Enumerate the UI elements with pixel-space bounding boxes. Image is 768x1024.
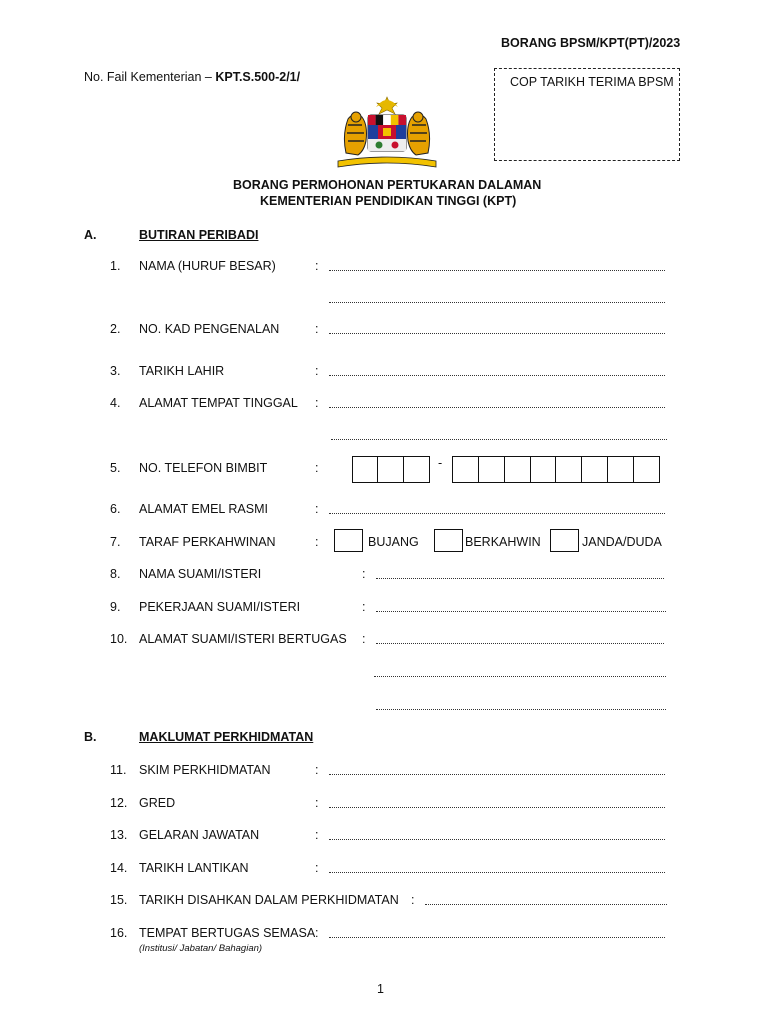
field-9-number: 9. bbox=[110, 600, 121, 614]
field-14-label: TARIKH LANTIKAN bbox=[139, 861, 249, 875]
married-option-label: BERKAHWIN bbox=[465, 535, 541, 549]
spouse-occupation-input-line[interactable] bbox=[376, 611, 666, 612]
field-13-number: 13. bbox=[110, 828, 128, 842]
field-9-colon: : bbox=[362, 600, 366, 614]
section-b-title: MAKLUMAT PERKHIDMATAN bbox=[139, 730, 314, 744]
field-3-number: 3. bbox=[110, 364, 121, 378]
ic-number-input-line[interactable] bbox=[329, 333, 665, 334]
field-15-colon: : bbox=[411, 893, 415, 907]
section-b-letter: B. bbox=[84, 730, 97, 744]
single-checkbox[interactable] bbox=[334, 529, 363, 552]
file-number-value: KPT.S.500-2/1/ bbox=[215, 70, 301, 84]
field-8-number: 8. bbox=[110, 567, 121, 581]
service-scheme-input-line[interactable] bbox=[329, 774, 665, 775]
phone-digit-box[interactable] bbox=[607, 456, 634, 483]
field-14-number: 14. bbox=[110, 861, 128, 875]
stamp-box-label: COP TARIKH TERIMA BPSM bbox=[510, 75, 674, 89]
field-9-label: PEKERJAAN SUAMI/ISTERI bbox=[139, 600, 301, 614]
field-8-label: NAMA SUAMI/ISTERI bbox=[139, 567, 262, 581]
field-10-colon: : bbox=[362, 632, 366, 646]
field-16-note: (Institusi/ Jabatan/ Bahagian) bbox=[139, 943, 263, 954]
field-7-number: 7. bbox=[110, 535, 121, 549]
field-6-number: 6. bbox=[110, 502, 121, 516]
field-3-colon: : bbox=[315, 364, 319, 378]
spouse-workplace-input-line-1[interactable] bbox=[376, 643, 664, 644]
form-title-line1: BORANG PERMOHONAN PERTUKARAN DALAMAN bbox=[233, 178, 542, 192]
field-13-colon: : bbox=[315, 828, 319, 842]
confirmation-date-input-line[interactable] bbox=[425, 904, 667, 905]
phone-digit-box[interactable] bbox=[403, 456, 430, 483]
field-1-label: NAMA (HURUF BESAR) bbox=[139, 259, 276, 273]
field-3-label: TARIKH LAHIR bbox=[139, 364, 225, 378]
field-7-label: TARAF PERKAHWINAN bbox=[139, 535, 276, 549]
field-6-label: ALAMAT EMEL RASMI bbox=[139, 502, 268, 516]
field-4-colon: : bbox=[315, 396, 319, 410]
file-number bbox=[84, 70, 300, 84]
phone-separator: - bbox=[438, 456, 443, 470]
spouse-workplace-input-line-2[interactable] bbox=[374, 676, 666, 677]
single-option-label: BUJANG bbox=[368, 535, 419, 549]
field-2-label: NO. KAD PENGENALAN bbox=[139, 322, 280, 336]
widowed-option-label: JANDA/DUDA bbox=[582, 535, 662, 549]
married-checkbox[interactable] bbox=[434, 529, 463, 552]
widowed-checkbox[interactable] bbox=[550, 529, 579, 552]
field-10-label: ALAMAT SUAMI/ISTERI BERTUGAS bbox=[139, 632, 347, 646]
field-13-label: GELARAN JAWATAN bbox=[139, 828, 260, 842]
field-6-colon: : bbox=[315, 502, 319, 516]
malaysia-coat-of-arms-icon bbox=[334, 95, 440, 169]
field-11-number: 11. bbox=[110, 763, 127, 777]
field-10-number: 10. bbox=[110, 632, 128, 646]
field-12-number: 12. bbox=[110, 796, 128, 810]
name-input-line-2[interactable] bbox=[329, 302, 665, 303]
phone-digit-box[interactable] bbox=[581, 456, 608, 483]
field-2-colon: : bbox=[315, 322, 319, 336]
field-5-number: 5. bbox=[110, 461, 121, 475]
stamp-box bbox=[494, 68, 680, 161]
field-12-label: GRED bbox=[139, 796, 176, 810]
official-email-input-line[interactable] bbox=[329, 513, 665, 514]
section-a-title: BUTIRAN PERIBADI bbox=[139, 228, 259, 242]
spouse-name-input-line[interactable] bbox=[376, 578, 664, 579]
field-12-colon: : bbox=[315, 796, 319, 810]
field-16-colon: : bbox=[315, 926, 319, 940]
field-2-number: 2. bbox=[110, 322, 121, 336]
grade-input-line[interactable] bbox=[329, 807, 665, 808]
field-1-colon: : bbox=[315, 259, 319, 273]
phone-digit-box[interactable] bbox=[530, 456, 556, 483]
field-8-colon: : bbox=[362, 567, 366, 581]
phone-digit-box[interactable] bbox=[352, 456, 378, 483]
field-5-colon: : bbox=[315, 461, 319, 475]
appointment-date-input-line[interactable] bbox=[329, 872, 665, 873]
spouse-workplace-input-line-3[interactable] bbox=[376, 709, 666, 710]
field-14-colon: : bbox=[315, 861, 319, 875]
field-4-number: 4. bbox=[110, 396, 121, 410]
field-15-number: 15. bbox=[110, 893, 128, 907]
current-workplace-input-line[interactable] bbox=[329, 937, 665, 938]
phone-digit-box[interactable] bbox=[452, 456, 479, 483]
field-4-label: ALAMAT TEMPAT TINGGAL bbox=[139, 396, 298, 410]
field-16-label: TEMPAT BERTUGAS SEMASA bbox=[139, 926, 316, 940]
birth-date-input-line[interactable] bbox=[329, 375, 665, 376]
section-a-letter: A. bbox=[84, 228, 97, 242]
field-11-colon: : bbox=[315, 763, 319, 777]
field-7-colon: : bbox=[315, 535, 319, 549]
phone-digit-box[interactable] bbox=[377, 456, 404, 483]
page-number: 1 bbox=[377, 982, 384, 996]
field-16-number: 16. bbox=[110, 926, 128, 940]
field-15-label: TARIKH DISAHKAN DALAM PERKHIDMATAN bbox=[139, 893, 399, 907]
phone-digit-box[interactable] bbox=[478, 456, 505, 483]
form-code: BORANG BPSM/KPT(PT)/2023 bbox=[501, 36, 681, 50]
home-address-input-line-2[interactable] bbox=[331, 439, 667, 440]
field-11-label: SKIM PERKHIDMATAN bbox=[139, 763, 271, 777]
home-address-input-line-1[interactable] bbox=[329, 407, 665, 408]
field-1-number: 1. bbox=[110, 259, 121, 273]
file-number-label: No. Fail Kementerian – bbox=[84, 70, 212, 84]
field-5-label: NO. TELEFON BIMBIT bbox=[139, 461, 268, 475]
name-input-line-1[interactable] bbox=[329, 270, 665, 271]
phone-digit-box[interactable] bbox=[633, 456, 660, 483]
form-title-line2: KEMENTERIAN PENDIDIKAN TINGGI (KPT) bbox=[260, 194, 517, 208]
phone-digit-box[interactable] bbox=[504, 456, 531, 483]
phone-digit-box[interactable] bbox=[555, 456, 582, 483]
job-title-input-line[interactable] bbox=[329, 839, 665, 840]
